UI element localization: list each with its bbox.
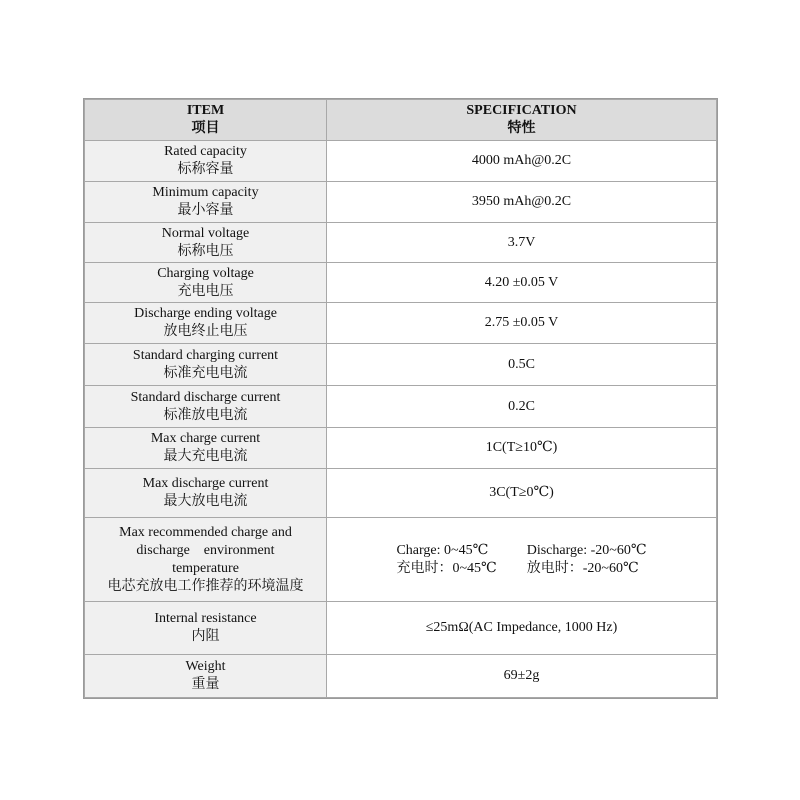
row-item	[85, 182, 327, 223]
item-en: Normal voltage	[161, 225, 250, 241]
row-value: ≤25mΩ(AC Impedance, 1000 Hz)	[327, 602, 717, 655]
item-en-line3: temperature	[172, 560, 239, 576]
item-cn: 标准充电电流	[163, 365, 248, 381]
table-row	[85, 655, 717, 698]
item-cn: 最大放电电流	[163, 494, 248, 509]
row-value: 69±2g	[327, 655, 717, 698]
row-item	[85, 344, 327, 386]
item-cn: 充电电压	[177, 283, 234, 299]
item-en: Standard discharge current	[130, 389, 281, 405]
item-en: Max discharge current	[142, 476, 269, 491]
header-item-cn: 项目	[191, 121, 220, 136]
env-values	[331, 542, 712, 578]
item-cn: 标称容量	[177, 162, 234, 177]
header-item	[85, 100, 327, 141]
row-item	[85, 469, 327, 518]
item-cn: 内阻	[191, 629, 220, 644]
header-spec-en: SPECIFICATION	[466, 103, 577, 118]
row-item	[85, 655, 327, 698]
row-item	[85, 602, 327, 655]
row-item	[85, 263, 327, 303]
row-value: 1C(T≥10℃)	[327, 428, 717, 469]
item-cn: 放电终止电压	[163, 324, 248, 339]
row-item	[85, 386, 327, 428]
item-cn: 最小容量	[177, 203, 234, 218]
row-value: 3.7V	[327, 223, 717, 263]
item-en: Internal resistance	[154, 611, 257, 626]
table-row	[85, 223, 717, 263]
item-en: Weight	[185, 659, 226, 674]
discharge-cn: 放电时：-20~60℃	[526, 560, 639, 576]
row-value: 3950 mAh@0.2C	[327, 182, 717, 223]
row-value: 0.5C	[327, 344, 717, 386]
table-row	[85, 469, 717, 518]
row-value: 3C(T≥0℃)	[327, 469, 717, 518]
table-row	[85, 182, 717, 223]
row-value: 4000 mAh@0.2C	[327, 141, 717, 182]
header-spec-cn: 特性	[507, 121, 536, 136]
item-cn: 电芯充放电工作推荐的环境温度	[107, 578, 304, 594]
header-item-en: ITEM	[186, 103, 225, 118]
row-value	[327, 518, 717, 602]
item-cn: 标准放电电流	[163, 407, 248, 423]
spec-table	[84, 99, 717, 698]
table-row	[85, 344, 717, 386]
item-en: Minimum capacity	[152, 185, 259, 200]
item-en: Standard charging current	[132, 347, 279, 363]
spec-table-container	[83, 98, 718, 699]
item-en: Max charge current	[150, 431, 261, 446]
charge-cn: 充电时：0~45℃	[396, 560, 497, 576]
row-value: 4.20 ±0.05 V	[327, 263, 717, 303]
item-cn: 最大充电电流	[163, 449, 248, 464]
table-row-environment	[85, 518, 717, 602]
row-value: 0.2C	[327, 386, 717, 428]
header-spec	[327, 100, 717, 141]
table-header-row	[85, 100, 717, 141]
table-row	[85, 141, 717, 182]
table-row	[85, 303, 717, 344]
item-en-line1: Max recommended charge and	[119, 524, 292, 540]
item-en: Discharge ending voltage	[134, 306, 277, 321]
item-cn: 标称电压	[177, 243, 234, 259]
table-row	[85, 602, 717, 655]
item-en-line2: discharge environment	[136, 542, 275, 558]
item-en: Rated capacity	[164, 144, 247, 159]
item-en: Charging voltage	[157, 265, 254, 281]
charge-en: Charge: 0~45℃	[396, 542, 489, 558]
row-item	[85, 303, 327, 344]
table-row	[85, 386, 717, 428]
row-value: 2.75 ±0.05 V	[327, 303, 717, 344]
table-row	[85, 428, 717, 469]
table-row	[85, 263, 717, 303]
row-item	[85, 141, 327, 182]
row-item	[85, 223, 327, 263]
row-item	[85, 428, 327, 469]
item-cn: 重量	[191, 677, 220, 692]
discharge-en: Discharge: -20~60℃	[526, 542, 647, 558]
row-item	[85, 518, 327, 602]
